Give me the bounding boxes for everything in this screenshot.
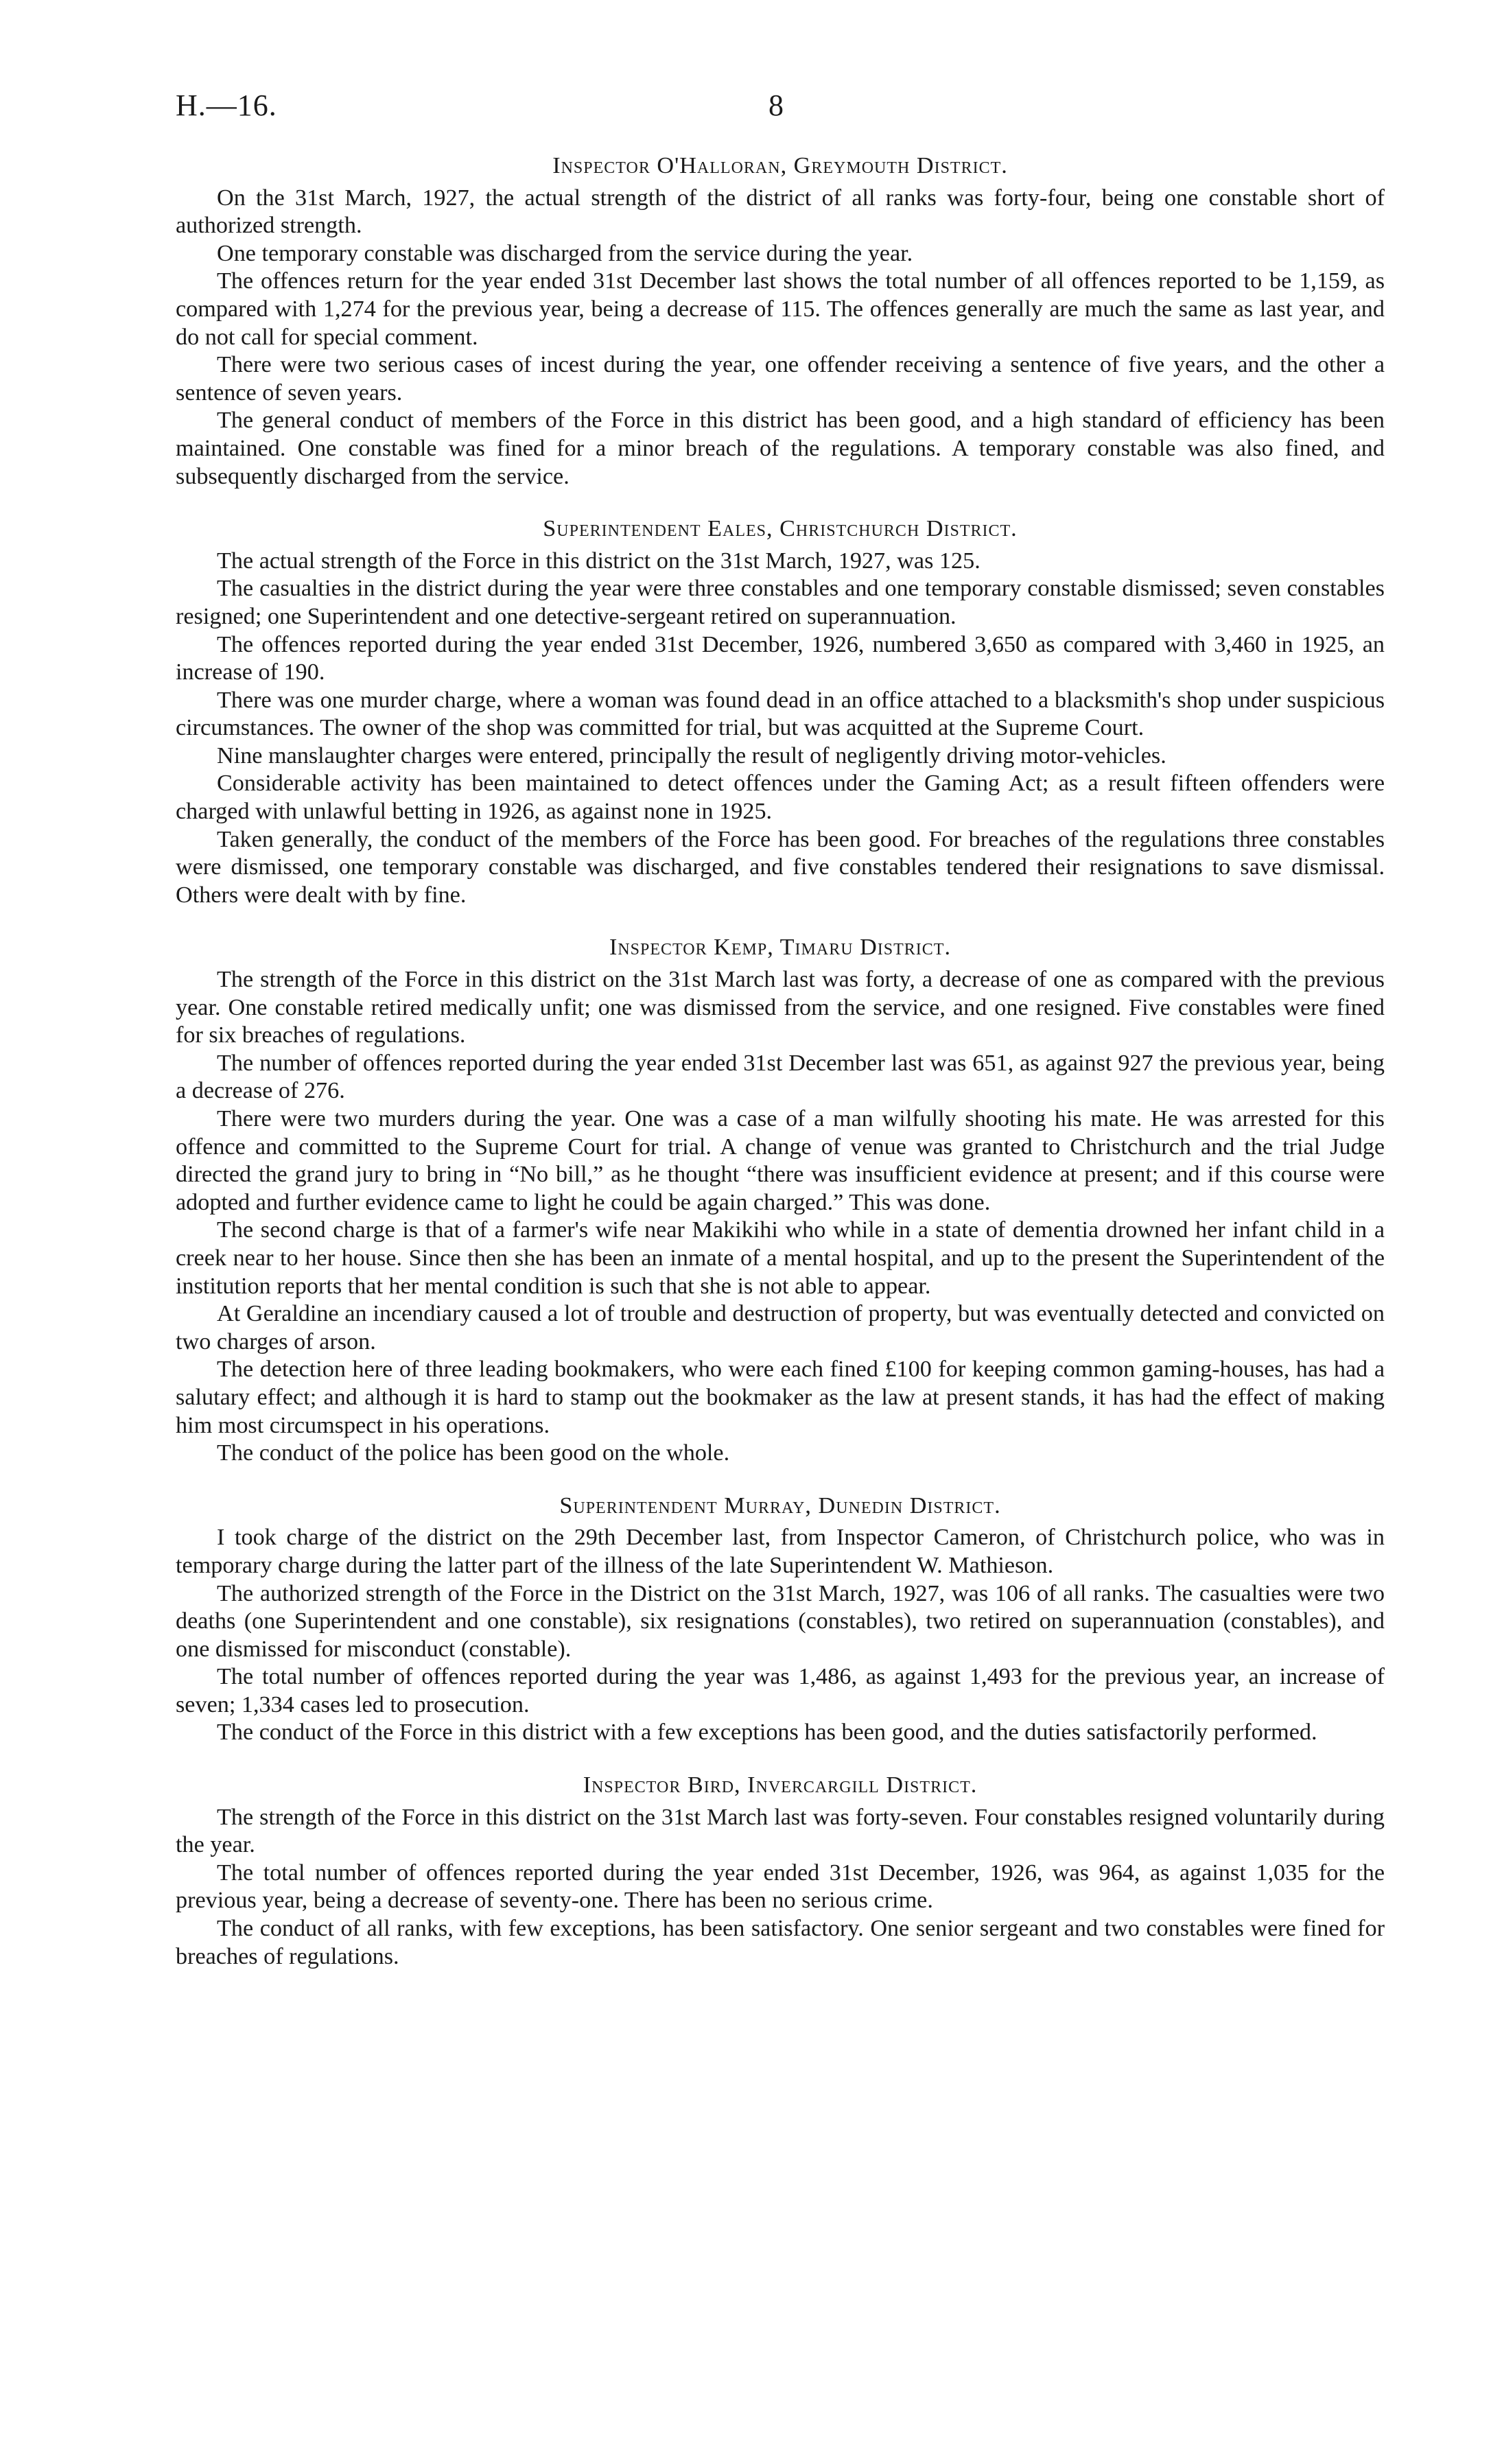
paragraph: There were two murders during the year. One was a case of a man wilfully shooting his mate. He was arrested for this offence and committed to the Supreme Court for trial. A change of venue was granted to Christchurch and the trial Judge directed the grand jury to bring in “No bill,” as he thought “there was insufficient evidence at present; and if this course were adopted and further evidence came to light he could be again charged.” This was done.	[176, 1106, 1385, 1215]
paragraph: The second charge is that of a farmer's wife near Makikihi who while in a state of dementia drowned her infant child in a creek near to her house. Since then she has been an inmate of a mental hospital, and up to the present the Superintendent of the institution reports that her mental condition is such that she is not able to appear.	[176, 1217, 1385, 1299]
paragraph: The conduct of the police has been good on the whole.	[217, 1440, 730, 1466]
paragraph: One temporary constable was discharged from the service during the year.	[217, 240, 913, 266]
paragraph: The strength of the Force in this district on the 31st March last was forty, a decrease of one as compared with the previous year. One constable retired medically unfit; one was dismissed from the service, and one resigned. Five constables were fined for six breaches of regulations.	[176, 967, 1385, 1048]
paragraph: The total number of offences reported during the year ended 31st December, 1926, was 964, as against 1,035 for the previous year, being a decrease of seventy-one. There has been no serious crime.	[176, 1859, 1385, 1914]
paragraph: There was one murder charge, where a woman was found dead in an office attached to a blacksmith's shop under suspicious circumstances. The owner of the shop was committed for trial, but was acquitted at the Supreme Court.	[176, 687, 1385, 741]
paragraph: The conduct of all ranks, with few exceptions, has been satisfactory. One senior sergeant and two constables were fined for breaches of regulations.	[176, 1916, 1385, 1969]
paragraph: At Geraldine an incendiary caused a lot of trouble and destruction of property, but was eventually detected and convicted on two charges of arson.	[176, 1301, 1385, 1354]
section-dunedin	[176, 1492, 1385, 1747]
paragraph: Considerable activity has been maintained to detect offences under the Gaming Act; as a result fifteen offenders were charged with unlawful betting in 1926, as against none in 1925.	[176, 771, 1385, 825]
section-heading: Inspector O'Halloran, Greymouth District.	[552, 153, 1008, 178]
section-christchurch	[176, 515, 1385, 909]
paragraph: On the 31st March, 1927, the actual strength of the district of all ranks was forty-four, being one constable short of authorized strength.	[176, 185, 1385, 239]
paragraph: The detection here of three leading bookmakers, who were each fined £100 for keeping common gaming-houses, has had a salutary effect; and although it is hard to stamp out the bookmaker as the law at present stands, it has had the effect of making him most circumspect in his operations.	[176, 1357, 1385, 1438]
section-heading: Inspector Bird, Invercargill District.	[583, 1772, 978, 1798]
section-greymouth	[176, 152, 1385, 491]
paragraph: The casualties in the district during the year were three constables and one temporary constable dismissed; seven constables resigned; one Superintendent and one detective-sergeant retired on superannuation.	[176, 576, 1385, 629]
section-heading: Superintendent Murray, Dunedin District.	[559, 1492, 1001, 1518]
paragraph: I took charge of the district on the 29th December last, from Inspector Cameron, of Christchurch police, who was in temporary charge during the latter part of the illness of the late Superintendent W. Mathieson.	[176, 1525, 1385, 1578]
paragraph: The authorized strength of the Force in the District on the 31st March, 1927, was 106 of all ranks. The casualties were two deaths (one Superintendent and one constable), six resignations (constables), two retired on superannuation (constables), and one dismissed for misconduct (constable).	[176, 1580, 1385, 1662]
section-heading: Inspector Kemp, Timaru District.	[609, 935, 952, 961]
paragraph: The conduct of the Force in this district with a few exceptions has been good, and the duties satisfactorily performed.	[217, 1720, 1317, 1746]
paragraph: The number of offences reported during the year ended 31st December last was 651, as against 927 the previous year, being a decrease of 276.	[176, 1050, 1385, 1104]
section-heading: Superintendent Eales, Christchurch District.	[543, 516, 1018, 542]
paragraph: The total number of offences reported during the year was 1,486, as against 1,493 for the previous year, an increase of seven; 1,334 cases led to prosecution.	[176, 1664, 1385, 1717]
paragraph: The actual strength of the Force in this district on the 31st March, 1927, was 125.	[217, 548, 981, 574]
report-body	[176, 152, 1385, 1995]
page-number: 8	[768, 89, 784, 122]
paragraph: The general conduct of members of the Force in this district has been good, and a high standard of efficiency has been maintained. One constable was fined for a minor breach of the regulations. A temporary constable was also fined, and subsequently discharged from the service.	[176, 408, 1385, 489]
paragraph: The strength of the Force in this district on the 31st March last was forty-seven. Four constables resigned voluntarily during the year.	[176, 1804, 1385, 1858]
section-invercargill	[176, 1772, 1385, 1971]
document-reference: H.—16.	[176, 89, 277, 122]
paragraph: The offences reported during the year ended 31st December, 1926, numbered 3,650 as compared with 3,460 in 1925, an increase of 190.	[176, 631, 1385, 685]
section-timaru	[176, 934, 1385, 1467]
paragraph: There were two serious cases of incest during the year, one offender receiving a sentence of five years, and the other a sentence of seven years.	[176, 352, 1385, 406]
paragraph: The offences return for the year ended 31st December last shows the total number of all offences reported to be 1,159, as compared with 1,274 for the previous year, being a decrease of 115. The offences generally are much the same as last year, and do not call for special comment.	[176, 268, 1385, 350]
paragraph: Taken generally, the conduct of the members of the Force has been good. For breaches of the regulations three constables were dismissed, one temporary constable was discharged, and five constables tendered their resignations to save dismissal. Others were dealt with by fine.	[176, 826, 1385, 908]
paragraph: Nine manslaughter charges were entered, principally the result of negligently driving motor-vehicles.	[217, 742, 1166, 768]
